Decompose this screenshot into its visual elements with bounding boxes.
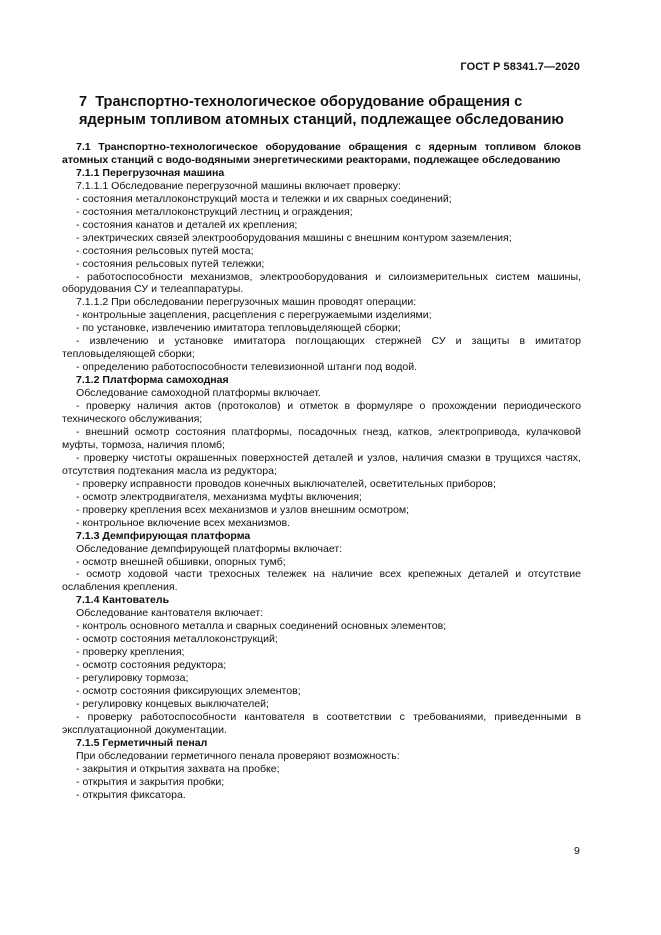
- list-item: - закрытия и открытия захвата на пробке;: [76, 762, 280, 775]
- list-item: - проверку исправности проводов конечных выключателей, осветительных приборов;: [76, 477, 496, 490]
- section-title-text: Транспортно-технологическое оборудование обращения с ядерным топливом атомных станций, подлежащее обследованию: [79, 94, 564, 128]
- page-number: 9: [574, 845, 580, 857]
- clause-7-1-5: При обследовании герметичного пенала проверяют возможность:: [76, 749, 400, 762]
- list-item: - проверку наличия актов (протоколов) и отметок в формуляре о прохождении периодического технического обслуживания;: [62, 400, 581, 426]
- list-7-1-2: [62, 400, 581, 530]
- heading-7-1-5: 7.1.5 Герметичный пенал: [76, 736, 208, 749]
- list-item: - проверку чистоты окрашенных поверхностей деталей и узлов, наличия смазки в трущихся частях, отсутствия подтекания масла из редуктора;: [62, 451, 581, 477]
- list-item: - извлечению и установке имитатора поглощающих стержней СУ и защиты в имитатор тепловыделяющей сборки;: [62, 335, 581, 361]
- list-item: - контрольные зацепления, расцепления с перегружаемыми изделиями;: [76, 309, 432, 322]
- list-item: - определению работоспособности телевизионной штанги под водой.: [76, 361, 418, 374]
- list-item: - состояния металлоконструкций моста и тележки и их сварных соединений;: [76, 192, 452, 205]
- list-item: - проверку крепления;: [76, 646, 185, 659]
- list-item: - работоспособности механизмов, электрооборудования и силоизмерительных систем машины, оборудования СУ и телеаппаратуры.: [62, 270, 581, 296]
- list-item: - осмотр состояния фиксирующих элементов;: [76, 685, 301, 698]
- list-item: - состояния металлоконструкций лестниц и ограждения;: [76, 205, 353, 218]
- list-item: - осмотр ходовой части трехосных тележек на наличие всех крепежных деталей и отсутствие ослабления крепления.: [62, 568, 581, 594]
- clause-7-1-4: Обследование кантователя включает:: [76, 607, 264, 620]
- clause-7-1-3: Обследование демпфирующей платформы включает:: [76, 542, 343, 555]
- list-item: - проверку работоспособности кантователя в соответствии с требованиями, приведенными в эксплуатационной документации.: [62, 710, 581, 736]
- list-item: - осмотр электродвигателя, механизма муфты включения;: [76, 490, 362, 503]
- list-7-1-4: [62, 620, 581, 737]
- list-item: - состояния рельсовых путей моста;: [76, 244, 254, 257]
- list-item: - осмотр внешней обшивки, опорных тумб;: [76, 555, 286, 568]
- list-7-1-5: [62, 763, 581, 802]
- section-number: 7: [79, 94, 88, 110]
- heading-7-1-4: 7.1.4 Кантователь: [76, 594, 170, 607]
- list-7-1-1-1: [62, 193, 581, 297]
- heading-7-1-1: 7.1.1 Перегрузочная машина: [76, 166, 225, 179]
- list-7-1-1-2: [62, 309, 581, 374]
- list-item: - регулировку концевых выключателей;: [76, 697, 269, 710]
- list-item: - состояния канатов и деталей их крепления;: [76, 218, 298, 231]
- list-item: - осмотр состояния редуктора;: [76, 659, 227, 672]
- list-7-1-3: [62, 556, 581, 595]
- list-item: - состояния рельсовых путей тележки;: [76, 257, 265, 270]
- list-item: - по установке, извлечению имитатора тепловыделяющей сборки;: [76, 322, 401, 335]
- section-heading: [79, 93, 579, 129]
- list-item: - открытия и закрытия пробки;: [76, 775, 225, 788]
- list-item: - открытия фиксатора.: [76, 788, 186, 801]
- list-item: - проверку крепления всех механизмов и узлов внешним осмотром;: [76, 503, 410, 516]
- document-body: [62, 141, 581, 802]
- clause-7-1-1-1: 7.1.1.1 Обследование перегрузочной машины включает проверку:: [76, 179, 401, 192]
- list-item: - контрольное включение всех механизмов.: [76, 516, 291, 529]
- list-item: - контроль основного металла и сварных соединений основных элементов;: [76, 620, 447, 633]
- list-item: - электрических связей электрооборудования машины с внешним контуром заземления;: [76, 231, 512, 244]
- clause-7-1: 7.1 Транспортно-технологическое оборудование обращения с ядерным топливом блоков атомных станций с водо-водяными энергетическими реакторами, подлежащее обследованию: [62, 141, 581, 166]
- list-item: - осмотр состояния металлоконструкций;: [76, 633, 278, 646]
- list-item: - внешний осмотр состояния платформы, посадочных гнезд, катков, электропривода, кулачковой муфты, тормоза, наличия пломб;: [62, 425, 581, 451]
- list-item: - регулировку тормоза;: [76, 672, 189, 685]
- clause-7-1-2: Обследование самоходной платформы включает.: [76, 387, 321, 400]
- heading-7-1-3: 7.1.3 Демпфирующая платформа: [76, 529, 251, 542]
- document-code: ГОСТ Р 58341.7—2020: [460, 61, 580, 73]
- heading-7-1-2: 7.1.2 Платформа самоходная: [76, 374, 229, 387]
- clause-7-1-1-2: 7.1.1.2 При обследовании перегрузочных машин проводят операции:: [76, 296, 417, 309]
